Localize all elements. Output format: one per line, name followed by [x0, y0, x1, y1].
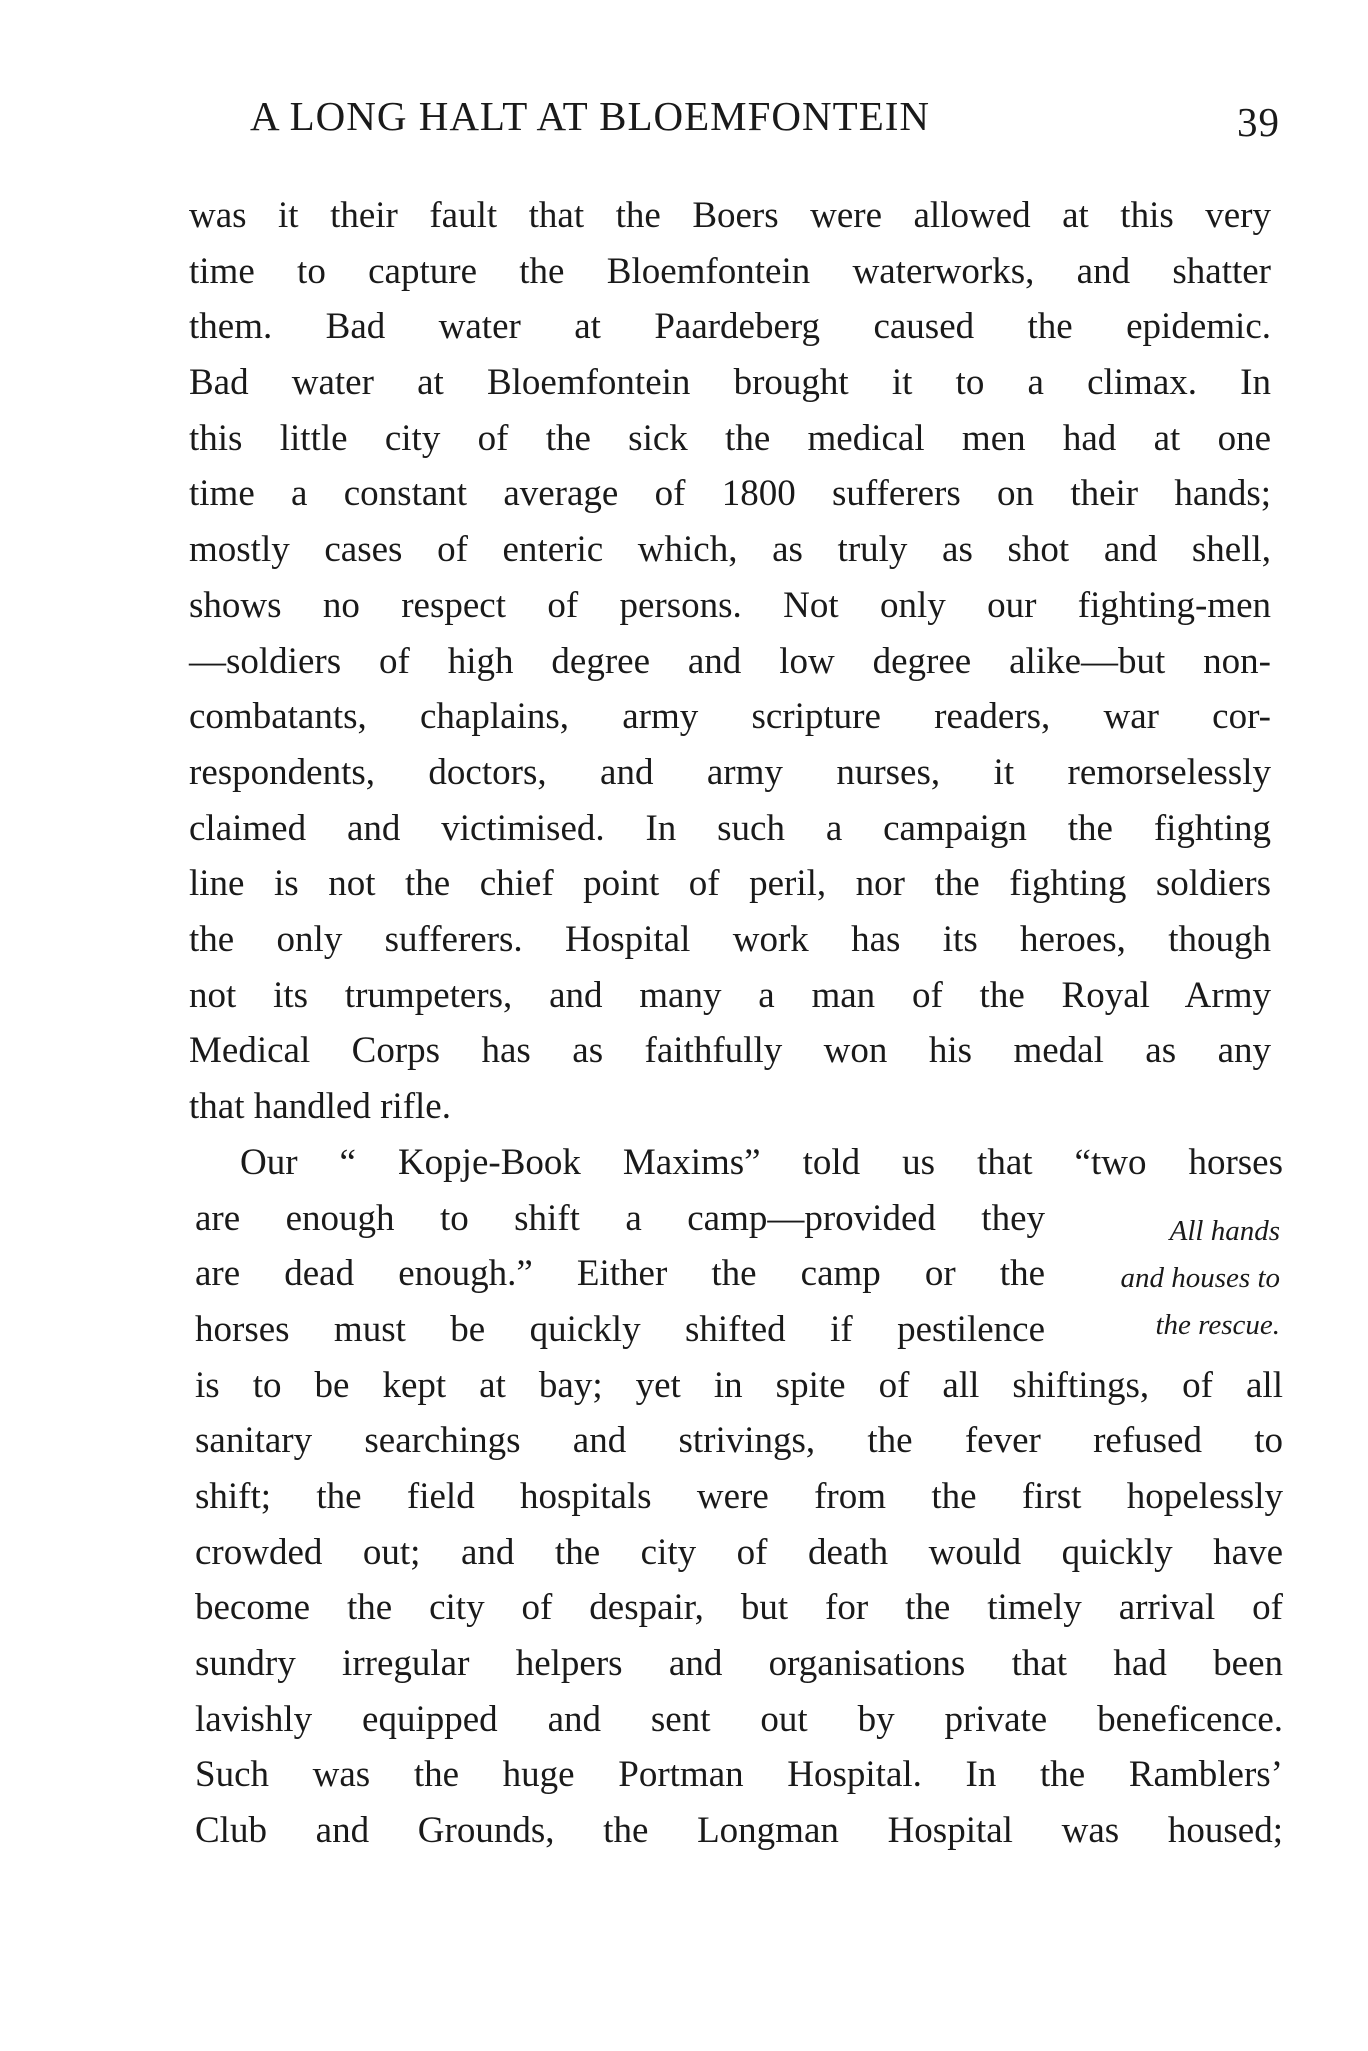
text-line: are enough to shift a camp—provided they [195, 1197, 1045, 1239]
text-line: is to be kept at bay; yet in spite of all shiftings, of all [195, 1364, 1283, 1406]
text-line: that handled rifle. [189, 1086, 451, 1127]
text-line: line is not the chief point of peril, nor the fighting soldiers [189, 863, 1271, 905]
text-line: Our “ Kopje-Book Maxims” told us that “two horses [240, 1141, 1283, 1183]
text-line: time to capture the Bloemfontein waterworks, and shatter [189, 250, 1271, 292]
text-line: Such was the huge Portman Hospital. In the Ramblers’ [195, 1754, 1283, 1796]
text-line: horses must be quickly shifted if pestilence [195, 1308, 1045, 1350]
text-line: sanitary searchings and strivings, the fever refused to [195, 1420, 1283, 1462]
paragraph-1 [189, 188, 1271, 1135]
text-line: are dead enough.” Either the camp or the [195, 1253, 1045, 1295]
text-line: was it their fault that the Boers were allowed at this very [189, 195, 1271, 236]
text-line: sundry irregular helpers and organisations that had been [195, 1643, 1283, 1685]
running-header [250, 92, 1280, 152]
text-line: claimed and victimised. In such a campaign the fighting [189, 807, 1271, 849]
text-line: Medical Corps has as faithfully won his medal as any [189, 1030, 1271, 1072]
text-line: respondents, doctors, and army nurses, it remorselessly [189, 751, 1271, 793]
text-line: —soldiers of high degree and low degree alike—but non- [189, 640, 1271, 682]
text-line: Bad water at Bloemfontein brought it to a climax. In [189, 362, 1271, 404]
margin-note [1121, 1208, 1281, 1349]
margin-note-line: and houses to [1120, 1262, 1280, 1294]
text-line: them. Bad water at Paardeberg caused the epidemic. [189, 306, 1271, 348]
text-line: combatants, chaplains, army scripture readers, war cor- [189, 696, 1271, 738]
text-line: time a constant average of 1800 sufferers on their hands; [189, 473, 1271, 515]
text-line: the only sufferers. Hospital work has its heroes, though [189, 918, 1271, 960]
text-line: shows no respect of persons. Not only our fighting-men [189, 584, 1271, 626]
margin-note-line: All hands [1169, 1215, 1280, 1247]
margin-note-line: the rescue. [1155, 1309, 1280, 1341]
text-line: lavishly equipped and sent out by private beneficence. [195, 1698, 1283, 1740]
text-line: crowded out; and the city of death would quickly have [195, 1531, 1283, 1573]
text-line: this little city of the sick the medical men had at one [189, 417, 1271, 459]
text-line: become the city of despair, but for the timely arrival of [195, 1587, 1283, 1629]
text-line: shift; the field hospitals were from the first hopelessly [195, 1476, 1283, 1518]
text-line: Club and Grounds, the Longman Hospital was housed; [195, 1810, 1283, 1852]
text-line: mostly cases of enteric which, as truly as shot and shell, [189, 529, 1271, 571]
chapter-title: A LONG HALT AT BLOEMFONTEIN [250, 93, 930, 139]
page-number: 39 [1237, 99, 1280, 145]
text-line: not its trumpeters, and many a man of the Royal Army [189, 974, 1271, 1016]
